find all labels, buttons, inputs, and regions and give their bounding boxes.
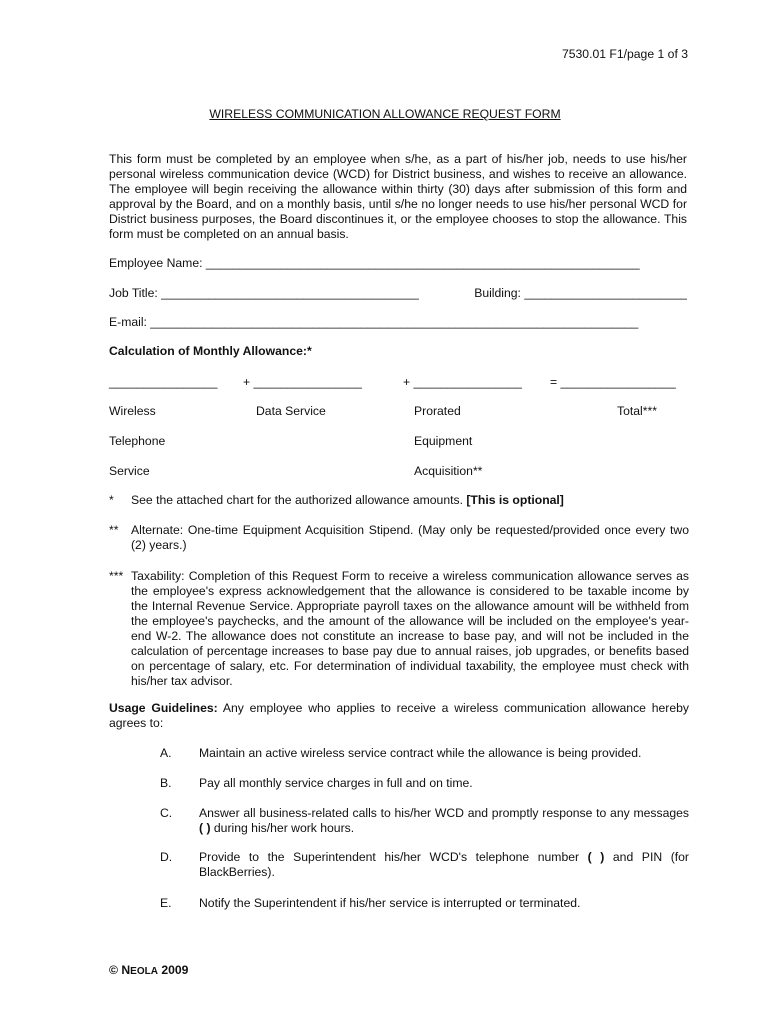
- job-title-field[interactable]: Job Title: ______________________________________: [109, 286, 419, 300]
- guideline-d-blank[interactable]: ( ): [587, 850, 605, 864]
- calculation-blanks: [109, 375, 689, 391]
- building-field[interactable]: Building: ________________________: [474, 286, 687, 300]
- guideline-c-blank[interactable]: ( ): [199, 821, 211, 835]
- email-field[interactable]: E-mail: ________________________________________________________________________: [109, 315, 639, 329]
- footnote-3-mark: ***: [109, 569, 124, 583]
- calculation-heading: Calculation of Monthly Allowance:*: [109, 344, 312, 358]
- col-label-prorated: Prorated: [414, 404, 461, 418]
- guideline-c: [160, 806, 689, 836]
- footnote-1-text: See the attached chart for the authorized allowance amounts.: [131, 493, 463, 507]
- guideline-a: [160, 746, 689, 761]
- guideline-e: [160, 896, 689, 911]
- col-label-total: Total***: [617, 404, 657, 418]
- equipment-blank[interactable]: + ________________: [403, 375, 522, 389]
- col-label-service: Service: [109, 464, 150, 478]
- guideline-c-text: Answer all business-related calls to his/her WCD and promptly response to any messages: [199, 806, 689, 820]
- footnote-2-mark: **: [109, 523, 119, 537]
- guideline-d-letter: D.: [160, 850, 173, 864]
- guideline-d-text-end: and PIN (for BlackBerries).: [199, 850, 689, 879]
- guideline-d: [160, 850, 689, 880]
- guideline-e-letter: E.: [160, 896, 172, 910]
- guideline-d-text: Provide to the Superintendent his/her WCD's telephone number: [199, 850, 580, 864]
- usage-guidelines-text: Any employee who applies to receive a wireless communication allowance hereby agrees to:: [109, 701, 689, 730]
- footnote-2-text: Alternate: One-time Equipment Acquisition Stipend. (May only be requested/provided once every two (2) years.): [131, 523, 689, 552]
- copyright-year: 2009: [157, 963, 189, 977]
- intro-paragraph: This form must be completed by an employee when s/he, as a part of his/her job, needs to use his/her personal wireless communication device (WCD) for District business, and wishes to receive an allowance. The employee will begin receiving the allowance within thirty (30) days after submission of this form and approval by the Board, and on a monthly basis, until s/he no longer needs to use his/her personal WCD for District business purposes, the Board discontinues it, or the employee chooses to stop the allowance. This form must be completed on an annual basis.: [109, 152, 687, 241]
- guideline-e-text: Notify the Superintendent if his/her service is interrupted or terminated.: [199, 896, 581, 910]
- total-blank[interactable]: = _________________: [550, 375, 676, 389]
- footnote-1-mark: *: [109, 493, 114, 507]
- job-title-row: [109, 286, 687, 300]
- guideline-b-letter: B.: [160, 776, 172, 790]
- form-title: WIRELESS COMMUNICATION ALLOWANCE REQUEST FORM: [209, 107, 561, 121]
- col-label-wireless: Wireless: [109, 404, 156, 418]
- guideline-b-text: Pay all monthly service charges in full and on time.: [199, 776, 473, 790]
- employee-name-field[interactable]: Employee Name: ________________________________________________________________: [109, 256, 640, 270]
- footnote-3: [109, 569, 689, 689]
- col-label-telephone: Telephone: [109, 434, 166, 448]
- guideline-a-letter: A.: [160, 746, 172, 760]
- footnote-3-text: Taxability: Completion of this Request Form to receive a wireless communication allowance serves as the employee's express acknowledgement that the allowance is considered to be taxable income by the Internal Revenue Service. Appropriate payroll taxes on the allowance amount will be withheld from the employee's paychecks, and the amount of the allowance will be included on the employee's year-end W-2. The allowance does not constitute an increase to base pay, and will not be included in the calculation of percentage increases to base pay due to annual raises, job upgrades, or benefits based on percentage of salary, etc. For determination of individual taxability, the employee must check with his/her tax advisor.: [131, 569, 689, 688]
- copyright-footer: [109, 963, 188, 977]
- footnote-2: [109, 523, 689, 553]
- footnote-1-bold: [This is optional]: [466, 493, 564, 507]
- col-label-acquisition: Acquisition**: [414, 464, 483, 478]
- copyright-mark: © N: [109, 963, 131, 977]
- wireless-service-blank[interactable]: ________________: [109, 375, 218, 389]
- col-label-equipment: Equipment: [414, 434, 473, 448]
- col-label-data-service: Data Service: [256, 404, 326, 418]
- usage-guidelines: [109, 701, 689, 731]
- guideline-a-text: Maintain an active wireless service contract while the allowance is being provided.: [199, 746, 642, 760]
- usage-guidelines-heading: Usage Guidelines:: [109, 701, 218, 715]
- data-service-blank[interactable]: + ________________: [243, 375, 362, 389]
- copyright-brand: EOLA: [130, 966, 158, 977]
- footnote-1: [109, 493, 689, 508]
- guideline-b: [160, 776, 689, 791]
- form-reference: 7530.01 F1/page 1 of 3: [561, 47, 688, 61]
- guideline-c-letter: C.: [160, 806, 173, 820]
- guideline-c-text-end: during his/her work hours.: [213, 821, 355, 835]
